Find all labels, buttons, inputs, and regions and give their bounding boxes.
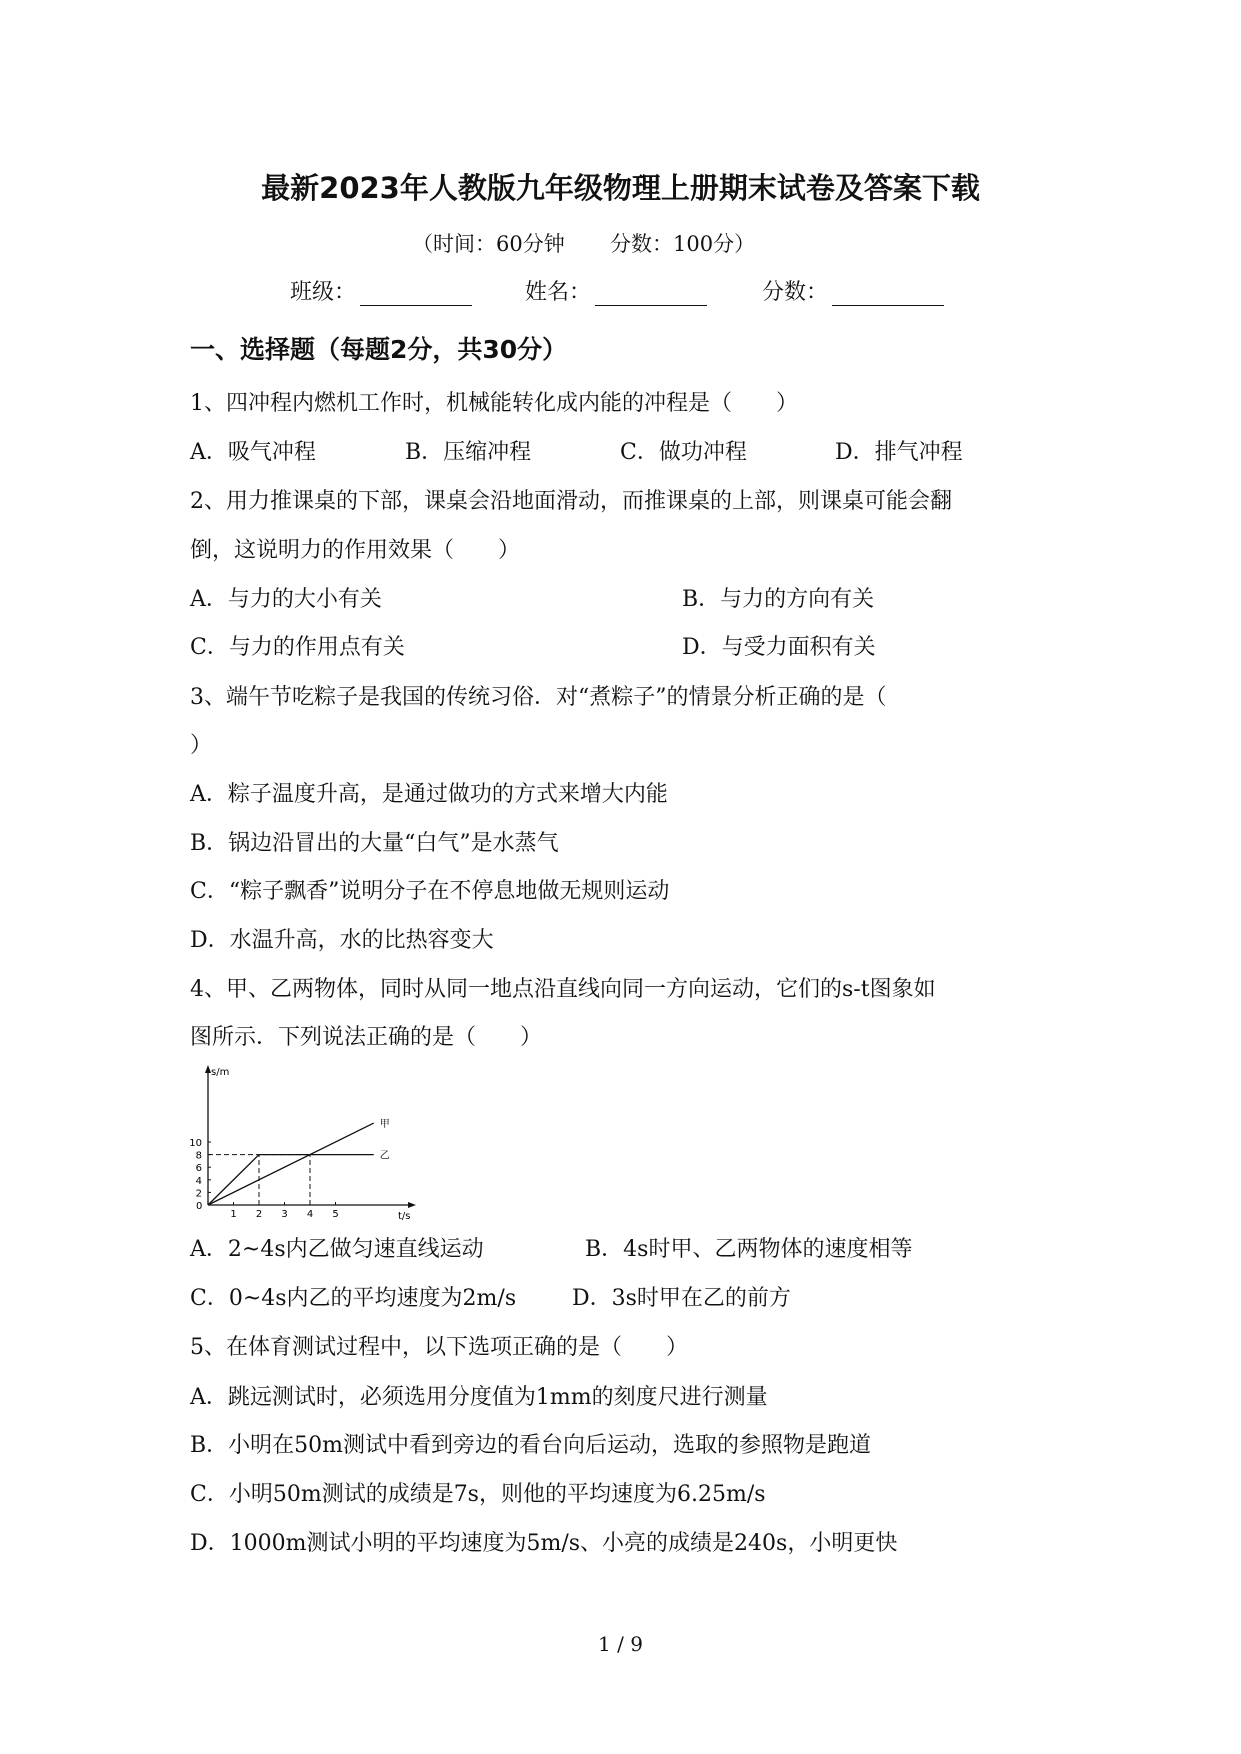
q2-option-a: A．与力的大小有关	[190, 587, 382, 612]
q4-stem-line2: 图所示．下列说法正确的是（ ）	[190, 1025, 543, 1050]
q2-option-c: C．与力的作用点有关	[190, 635, 405, 660]
name-blank[interactable]	[595, 283, 707, 306]
q3-stem-line2: ）	[190, 733, 213, 758]
q3-option-a: A．粽子温度升高，是通过做功的方式来增大内能	[190, 782, 668, 807]
q3-stem-line1: 3、端午节吃粽子是我国的传统习俗．对“煮粽子”的情景分析正确的是（	[190, 685, 887, 710]
exam-score: 分数：100分）	[610, 232, 756, 256]
y-tick-label: 6	[195, 1163, 202, 1175]
q2-option-d: D．与受力面积有关	[682, 635, 876, 660]
q3-option-c: C．“粽子飘香”说明分子在不停息地做无规则运动	[190, 879, 670, 904]
x-tick-label: 1	[230, 1209, 237, 1220]
q4-option-d: D．3s时甲在乙的前方	[572, 1286, 791, 1311]
q4-stem-line1: 4、甲、乙两物体，同时从同一地点沿直线向同一方向运动，它们的s-t图象如	[190, 977, 936, 1002]
score-blank[interactable]	[832, 283, 944, 306]
q1-option-d: D．排气冲程	[835, 440, 963, 465]
q5-option-d: D．1000m测试小明的平均速度为5m/s、小亮的成绩是240s，小明更快	[190, 1531, 898, 1556]
q4-option-a: A．2~4s内乙做匀速直线运动	[190, 1237, 484, 1262]
q4-option-c: C．0~4s内乙的平均速度为2m/s	[190, 1286, 517, 1311]
q5-stem: 5、在体育测试过程中，以下选项正确的是（ ）	[190, 1335, 688, 1360]
q5-option-a: A．跳远测试时，必须选用分度值为1mm的刻度尺进行测量	[190, 1385, 768, 1410]
q1-option-c: C．做功冲程	[620, 440, 747, 465]
series-label: 甲	[379, 1119, 390, 1131]
name-field	[525, 275, 707, 306]
q2-stem-line2: 倒，这说明力的作用效果（ ）	[190, 538, 521, 563]
class-label: 班级：	[290, 280, 357, 305]
score-label: 分数：	[762, 280, 829, 305]
q3-option-d: D．水温升高，水的比热容变大	[190, 928, 494, 953]
page-number: 1 / 9	[598, 1632, 643, 1656]
q2-option-b: B．与力的方向有关	[682, 587, 875, 612]
x-tick-label: 3	[281, 1209, 288, 1220]
document-title: 最新2023年人教版九年级物理上册期末试卷及答案下载	[261, 171, 980, 205]
class-blank[interactable]	[360, 283, 472, 306]
q4-option-b: B．4s时甲、乙两物体的速度相等	[585, 1237, 913, 1262]
x-tick-label: 5	[332, 1209, 339, 1220]
q5-option-b: B．小明在50m测试中看到旁边的看台向后运动，选取的参照物是跑道	[190, 1433, 872, 1458]
q1-option-b: B．压缩冲程	[405, 440, 532, 465]
q1-option-a: A．吸气冲程	[190, 440, 316, 465]
y-tick-label: 8	[195, 1150, 202, 1162]
name-label: 姓名：	[525, 280, 592, 305]
y-tick-label: 10	[189, 1138, 202, 1149]
score-field	[762, 275, 944, 306]
class-field	[290, 275, 472, 306]
y-tick-label: 2	[195, 1188, 202, 1200]
series-label: 乙	[379, 1150, 390, 1162]
y-tick-label: 4	[195, 1175, 202, 1187]
section-heading: 一、选择题（每题2分，共30分）	[190, 335, 568, 364]
x-axis-label: t/s	[398, 1211, 411, 1220]
series-line	[208, 1123, 374, 1205]
exam-time: （时间：60分钟	[412, 232, 565, 256]
x-axis-arrow	[408, 1202, 416, 1208]
q2-stem-line1: 2、用力推课桌的下部，课桌会沿地面滑动，而推课桌的上部，则课桌可能会翻	[190, 489, 952, 514]
series-line	[208, 1155, 374, 1205]
x-tick-label: 2	[255, 1209, 263, 1220]
q5-option-c: C．小明50m测试的成绩是7s，则他的平均速度为6.25m/s	[190, 1482, 766, 1507]
origin-label: 0	[196, 1201, 203, 1212]
y-axis-label: s/m	[211, 1067, 230, 1078]
st-graph	[180, 1065, 420, 1220]
q1-stem: 1、四冲程内燃机工作时，机械能转化成内能的冲程是（ ）	[190, 391, 798, 416]
q3-option-b: B．锅边沿冒出的大量“白气”是水蒸气	[190, 831, 559, 856]
x-tick-label: 4	[306, 1209, 314, 1220]
